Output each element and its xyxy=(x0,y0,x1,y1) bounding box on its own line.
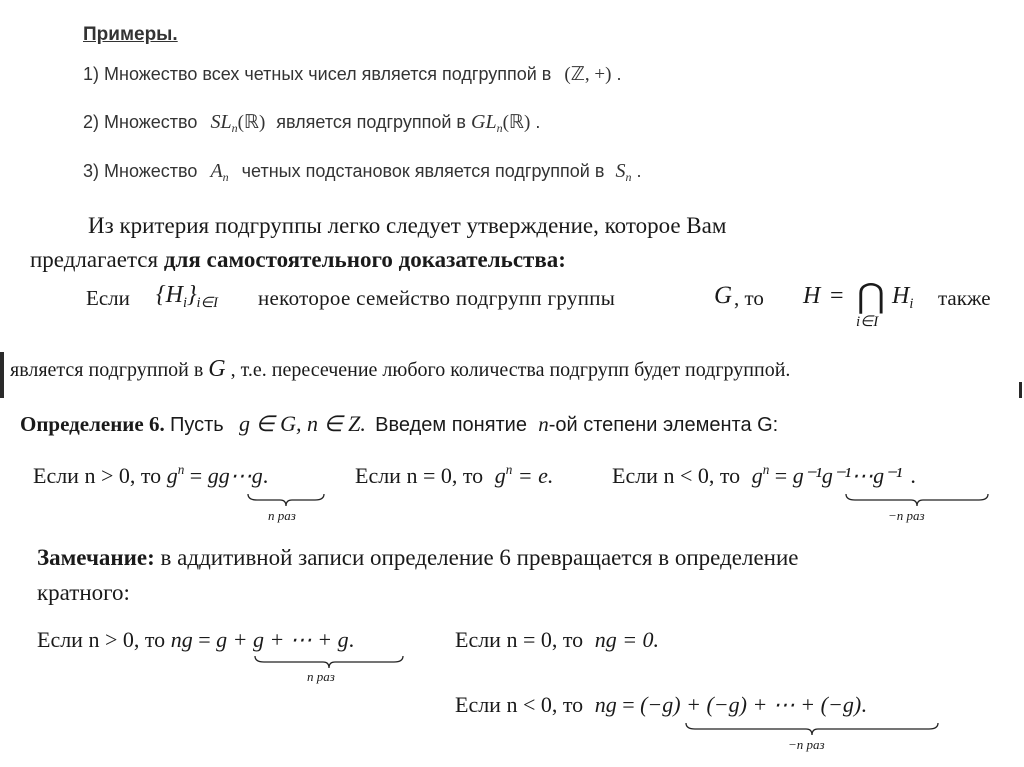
gl-arg: (ℝ) xyxy=(502,112,531,133)
def-case-3 xyxy=(612,462,916,489)
sn-sub: n xyxy=(625,170,632,185)
family-expr xyxy=(156,282,218,312)
rem-case-1-lhs: ng xyxy=(170,627,193,652)
intersection-icon: ⋂ xyxy=(857,278,885,315)
def-case-1-rhs: gg⋯g xyxy=(207,463,263,489)
definition-n: n xyxy=(538,412,549,436)
rem-case-3-end: . xyxy=(861,692,867,717)
def-case-3-brace xyxy=(845,493,989,507)
def-case-3-eq: = xyxy=(774,463,788,489)
rem-case-3-eq: = xyxy=(622,692,635,717)
def-case-1 xyxy=(33,462,268,489)
definition-math: g ∈ G, n ∈ Z. xyxy=(238,411,366,436)
def-case-1-brace-label: n раз xyxy=(268,508,296,523)
then-word: , то xyxy=(734,286,764,310)
def-case-1-cond: Если n > 0, то xyxy=(33,463,162,489)
remark-line-1 xyxy=(37,545,799,571)
g-exp: n xyxy=(762,462,770,477)
line4-g: G xyxy=(208,356,226,382)
def-case-3-lhs xyxy=(752,463,770,488)
criterion-line-2-plain: предлагается xyxy=(30,247,164,272)
example-2-sl xyxy=(210,111,238,136)
line4-text-1: является подгруппой в xyxy=(10,359,204,381)
hi-sub: i xyxy=(909,296,914,313)
example-1-text: 1) Множество всех четных чисел является подгруппой в xyxy=(83,64,552,84)
example-2 xyxy=(83,111,540,136)
hi-base: H xyxy=(892,283,910,309)
family-desc: некоторое семейство подгрупп группы xyxy=(258,286,616,310)
example-2-end: . xyxy=(535,112,541,132)
family-close: } xyxy=(186,282,197,308)
intersection-index: i∈I xyxy=(856,314,879,330)
rem-case-2-math: ng = 0. xyxy=(594,627,660,652)
hi-symbol xyxy=(892,283,913,313)
rem-case-1-eq: = xyxy=(198,627,211,652)
rem-case-1 xyxy=(37,627,354,653)
example-3 xyxy=(83,160,641,185)
examples-title: Примеры. xyxy=(83,24,178,45)
gl-symbol: GL xyxy=(471,111,497,133)
example-1-math: (ℤ, +) xyxy=(564,64,612,85)
rem-case-1-end: . xyxy=(348,627,355,652)
also-word: также xyxy=(938,286,991,310)
equals-sign: = xyxy=(830,283,844,309)
h-symbol: H xyxy=(803,283,821,309)
remark-label: Замечание: xyxy=(37,545,155,570)
rem-case-1-cond: Если n > 0, то xyxy=(37,627,166,652)
rem-case-1-rhs: g + g + ⋯ + g xyxy=(216,627,349,652)
example-1-end: . xyxy=(616,64,622,84)
g-base: g xyxy=(166,463,178,489)
family-sub: i xyxy=(182,295,187,312)
def-case-3-cond: Если n < 0, то xyxy=(612,463,741,489)
def-case-3-brace-label: −n раз xyxy=(888,508,925,523)
def-case-2-lhs xyxy=(495,463,513,488)
definition-intro: Введем понятие xyxy=(375,414,527,436)
rem-case-2-cond: Если n = 0, то xyxy=(455,627,584,652)
definition-label: Определение 6. xyxy=(20,412,165,436)
example-2-gl xyxy=(471,111,503,136)
rem-case-3-lhs: ng xyxy=(594,692,617,717)
criterion-line-3 xyxy=(86,278,1006,332)
sl-sub: n xyxy=(231,121,238,136)
sl-symbol: SL xyxy=(210,111,232,133)
definition-line xyxy=(20,411,778,437)
example-3-an xyxy=(210,160,229,185)
definition-power: -ой степени элемента G: xyxy=(548,414,779,436)
criterion-line-2-bold: для самостоятельного доказательства: xyxy=(163,247,566,272)
def-case-3-end: . xyxy=(910,463,916,489)
family-index: i∈I xyxy=(196,295,218,312)
example-2-mid: является подгруппой в xyxy=(276,112,466,132)
def-case-1-eq: = xyxy=(189,463,203,489)
sn-symbol: S xyxy=(615,160,626,182)
example-2-text: 2) Множество xyxy=(83,112,198,132)
rem-case-1-brace xyxy=(254,655,404,669)
gl-sub: n xyxy=(496,121,503,136)
def-case-2-rhs: = e. xyxy=(517,463,554,489)
def-case-1-end: . xyxy=(262,463,269,489)
g-exp: n xyxy=(505,462,513,477)
line4-text-2: , т.е. пересечение любого количества подгрупп будет подгруппой. xyxy=(230,359,791,381)
example-3-end: . xyxy=(636,161,642,181)
example-1 xyxy=(83,63,621,86)
rem-case-3 xyxy=(455,692,867,718)
if-word: Если xyxy=(86,286,130,310)
def-case-2 xyxy=(355,462,553,489)
criterion-line-1: Из критерия подгруппы легко следует утверждение, которое Вам xyxy=(88,213,727,238)
def-case-1-brace xyxy=(247,493,325,507)
g-base: g xyxy=(751,463,763,489)
example-3-sn xyxy=(615,160,632,185)
rem-case-3-rhs: (−g) + (−g) + ⋯ + (−g) xyxy=(640,692,862,717)
rem-case-3-cond: Если n < 0, то xyxy=(455,692,584,717)
rem-case-3-brace xyxy=(685,722,939,736)
group-g: G xyxy=(714,282,733,309)
right-edge-mark xyxy=(1019,382,1022,398)
remark-text: в аддитивной записи определение 6 превращается в определение xyxy=(154,545,799,570)
an-sub: n xyxy=(222,170,229,185)
left-edge-mark xyxy=(0,352,4,398)
example-3-mid: четных подстановок является подгруппой в xyxy=(241,161,605,181)
def-case-1-lhs xyxy=(167,463,185,488)
rem-case-3-brace-label: −n раз xyxy=(788,737,825,752)
rem-case-1-brace-label: n раз xyxy=(307,669,335,684)
example-3-text: 3) Множество xyxy=(83,161,198,181)
remark-line-2: кратного: xyxy=(37,580,130,605)
g-exp: n xyxy=(177,462,185,477)
criterion-line-4 xyxy=(10,356,790,383)
sl-arg: (ℝ) xyxy=(237,112,266,133)
def-case-3-rhs: g⁻¹g⁻¹⋯g⁻¹ xyxy=(792,463,903,489)
an-symbol: A xyxy=(210,160,223,182)
criterion-line-2 xyxy=(30,247,566,273)
g-base: g xyxy=(494,463,506,489)
definition-let: Пусть xyxy=(169,414,224,436)
rem-case-2 xyxy=(455,627,659,653)
def-case-2-cond: Если n = 0, то xyxy=(355,463,484,489)
family-open: {H xyxy=(156,282,183,308)
